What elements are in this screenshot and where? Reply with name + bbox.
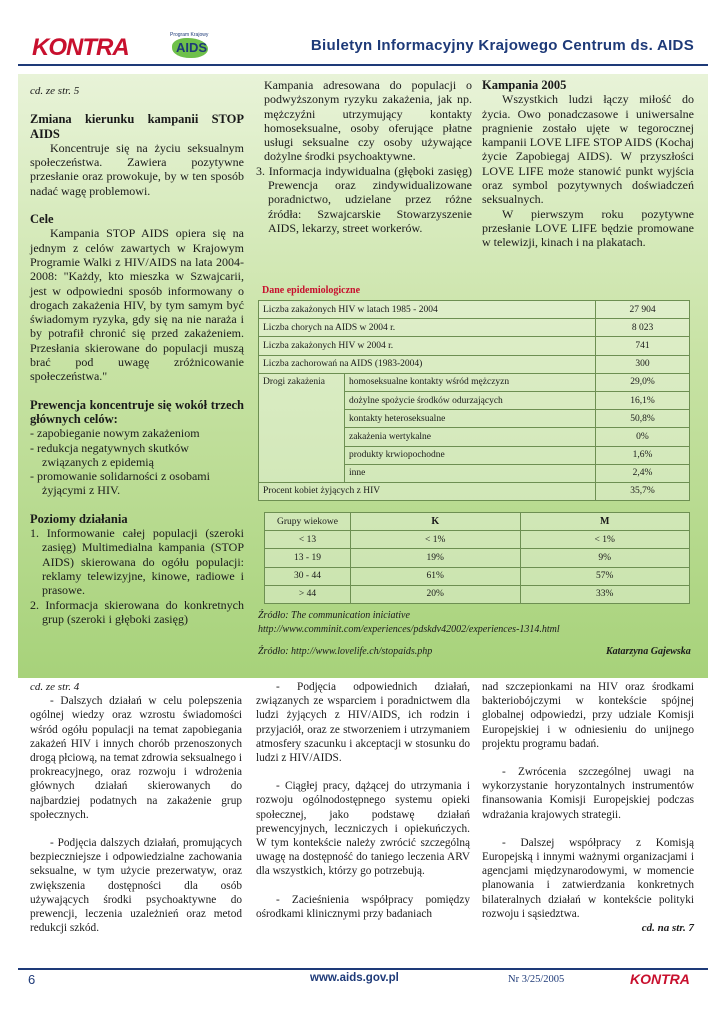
table-cell: 50,8% [596,410,690,428]
table-cell: 57% [520,567,690,585]
table-cell: Procent kobiet żyjących z HIV [259,482,596,500]
paragraph: - Dalszych działań w celu polepszenia ogólnej wiedzy oraz wzrostu świadomości wśród ogółu populacji na temat zapobiegania zakażeń HIV i innych chorób przenoszonych drogą płciową, na temat zdrowia seksualnego i prokreacyjnego, oraz rozwoju i wdrożenia głównych działań skierowanych do najbardziej podatnych na zakażenie grup społecznych. [30,695,242,821]
table-cell: 13 - 19 [265,549,351,567]
levels-list [30,526,244,626]
table-cell: produkty krwiopochodne [345,446,596,464]
source-url: http://www.comminit.com/experiences/pdskdv42002/experiences-1314.html [258,624,560,635]
list-item: 1. Informowanie całej populacji (szeroki zasięg) Multimedialna kampania (STOP AIDS) skierowana do ogółu populacji: reklamy telewizyjne, kinowe, radiowe i prasowe. [30,526,244,598]
table-cell: 1,6% [596,446,690,464]
table-cell: < 13 [265,531,351,549]
table-cell: < 1% [351,531,521,549]
heading-prevention: Prewencja koncentruje się wokół trzech głównych celów: [30,397,244,426]
table-row [259,482,690,500]
table-cell: 16,1% [596,391,690,409]
table-header: K [351,513,521,531]
column-1 [30,84,244,626]
table-cell: 30 - 44 [265,567,351,585]
table-cell: < 1% [520,531,690,549]
heading-goals: Cele [30,212,54,227]
epidemiology-table [258,282,690,501]
table-cell: Liczba zakażonych HIV w latach 1985 - 2004 [259,301,596,319]
table-row [259,301,690,319]
list-item: 2. Informacja skierowana do konkretnych grup (szeroki i głęboki zasięg) [30,597,244,626]
bulletin-title: Biuletyn Informacyjny Krajowego Centrum ds. AIDS [310,37,694,54]
table-row [265,585,690,603]
badge-arc-text: Program Krajowy [170,32,209,38]
table-cell: Liczba zachorowań na AIDS (1983-2004) [259,355,596,373]
table-cell: dożylne spożycie środków odurzających [345,391,596,409]
table-header-row [265,513,690,531]
table-cell: 33% [520,585,690,603]
table-cell: inne [345,464,596,482]
heading-campaign-change: Zmiana kierunku kampanii STOP AIDS [30,112,244,141]
source-note: Źródło: The communication iniciative [258,610,410,621]
page-footer [18,968,708,988]
table-cell: Liczba chorych na AIDS w 2004 r. [259,319,596,337]
table-row [259,337,690,355]
table-cell: homoseksualne kontakty wśród mężczyzn [345,373,596,391]
table-cell: 8 023 [596,319,690,337]
table-row [265,549,690,567]
table-cell: 35,7% [596,482,690,500]
table-cell: 27 904 [596,301,690,319]
table-cell: > 44 [265,585,351,603]
table-row [265,531,690,549]
continued-on: cd. na str. 7 [641,922,694,935]
badge-text: AIDS [176,40,208,55]
table-cell: 0% [596,428,690,446]
table-cell: 20% [351,585,521,603]
kontra-logo [32,34,129,62]
continued-from: cd. ze str. 4 [30,681,80,693]
issue-number: Nr 3/25/2005 [508,974,565,985]
table-cell: Drogi zakażenia [259,373,345,482]
table-header: Grupy wiekowe [265,513,351,531]
paragraph: Kampania adresowana do populacji o podwyższonym ryzyku zakażenia, jak np. mężczyźni utrzymujący kontakty homoseksualne, osoby oferujące płatne usługi seksualne czy osoby używające dożylne środki psychoaktywne. [264,78,472,164]
heading-levels: Poziomy działania [30,511,128,526]
table-cell: 2,4% [596,464,690,482]
page-header [18,30,708,66]
table-cell: zakażenia wertykalne [345,428,596,446]
table-cell: 741 [596,337,690,355]
paragraph: - Podjęcia odpowiednich działań, związanych ze wsparciem i poradnictwem dla ludzi żyjących z HIV/AIDS, ich rodzin i przyjaciół, oraz ze stworzeniem i utrzymaniem atmosfery szacunku i akceptacji w stosunku do ludzi z HIV/AIDS. [256,681,470,765]
table-row [265,567,690,585]
table-cell: 19% [351,549,521,567]
continued-from: cd. ze str. 5 [30,85,80,97]
table-cell: 61% [351,567,521,585]
bottom-column-2 [256,680,470,921]
paragraph: Koncentruje się na życiu seksualnym społeczeństwa. Zawiera pozytywne przesłanie oraz prowokuje, by w ten sposób nadać wagę problemowi. [30,140,244,198]
page-number: 6 [28,972,36,987]
table-cell: kontakty heteroseksualne [345,410,596,428]
table-title: Dane epidemiologiczne [262,285,361,296]
column-3 [482,78,694,250]
paragraph: - Ciągłej pracy, dążącej do utrzymania i rozwoju ogólnodostępnego systemu opieki społecznej, jako podstawę działań prewencyjnych, leczniczych i opiekuńczych. W tym kontekście należy zwrócić szczególną uwagę na dostępność do taniego leczenia ARV dla wszystkich, którzy go potrzebują. [256,780,470,878]
paragraph: Wszystkich ludzi łączy miłość do życia. Owo ponadczasowe i uniwersalne pragnienie zostało ujęte w tegorocznej kampanii LOVE LIFE STOP AIDS (Kochaj życie Zapobiegaj AIDS). W przyszłości LOVE LIFE może stanowić punkt wyjścia oraz symbol pozytywnych doświadczeń seksualnych. [482,92,694,207]
paragraph: - Zwrócenia szczególnej uwagi na wykorzystanie horyzontalnych instrumentów finansowania Komisji Europejskiej podczas wdrażania krajowych strategii. [482,766,694,821]
author-name: Katarzyna Gajewska [606,646,691,657]
table-cell: 9% [520,549,690,567]
heading-campaign-2005: Kampania 2005 [482,78,567,92]
aids-program-badge [168,32,212,62]
logo-text: KONTRA [32,34,129,61]
goals-list [30,426,244,497]
age-groups-table [264,512,690,604]
paragraph: - Podjęcia dalszych działań, promujących bezpieczniejsze i odpowiedzialne zachowania seksualne, w tym użycie prezerwatyw, oraz zwiększenia dostępności dla osób używających środki psychoaktywne do prewencji, leczenia uzależnień oraz metod redukcji szkód. [30,837,242,935]
paragraph: - Dalszej współpracy z Komisją Europejską i innymi ważnymi organizacjami i agencjami międzynarodowymi, w momencie planowania i zatwierdzania konkretnych bilateralnych działań w kontekście polityki rozwoju i sąsiedztwa. [482,836,694,920]
table-cell: Liczba zakażonych HIV w 2004 r. [259,337,596,355]
list-item: - zapobieganie nowym zakażeniom [30,426,200,441]
website-link[interactable]: www.aids.gov.pl [310,972,399,984]
source-note: Źródło: http://www.lovelife.ch/stopaids.php [258,646,433,657]
paragraph: - Zacieśnienia współpracy pomiędzy ośrodkami klinicznymi przy badaniach [256,893,470,920]
footer-logo: KONTRA [630,971,690,987]
paragraph: Kampania STOP AIDS opiera się na jednym z celów zawartych w Krajowym Programie Walki z HIV/AIDS na lata 2004-2008: "Każdy, kto mieszka w Szwajcarii, jest w odpowiedni sposób informowany o drogach zakażenia HIV, by tym samym być świadomym ryzyka, gdy się na nie naraża i by potrafił chronić się przed zakażeniem. Przesłania skierowane do populacji muszą brać pod uwagę zróżnicowanie społeczeństwa." [30,226,244,384]
list-item: - promowanie solidarności z osobami żyjącymi z HIV. [30,469,210,498]
table-header: M [520,513,690,531]
paragraph: W pierwszym roku pozytywne przesłanie LOVE LIFE będzie promowane w telewizji, kinach i na plakatach. [482,206,694,250]
table-row [259,319,690,337]
bottom-column-3 [482,680,694,935]
table-row [259,373,690,391]
bottom-column-1 [30,680,242,935]
list-item: - redukcja negatywnych skutków związanych z epidemią [30,440,189,469]
paragraph: nad szczepionkami na HIV oraz środkami bakteriobójczymi w kontekście spójnej globalnej odpowiedzi, przy udziale Komisji Europejskiej i w odniesieniu do unijnego projektu programu badań. [482,681,694,750]
column-2 [256,78,472,235]
table-cell: 300 [596,355,690,373]
list-item: 3. Informacja indywidualna (głęboki zasięg) Prewencja oraz zindywidualizowane poradnictwo, udzielane przez różne źródła: Szwajcarskie Stowarzyszenie AIDS, lekarzy, street workerów. [256,163,472,235]
table-row [259,355,690,373]
table-cell: 29,0% [596,373,690,391]
